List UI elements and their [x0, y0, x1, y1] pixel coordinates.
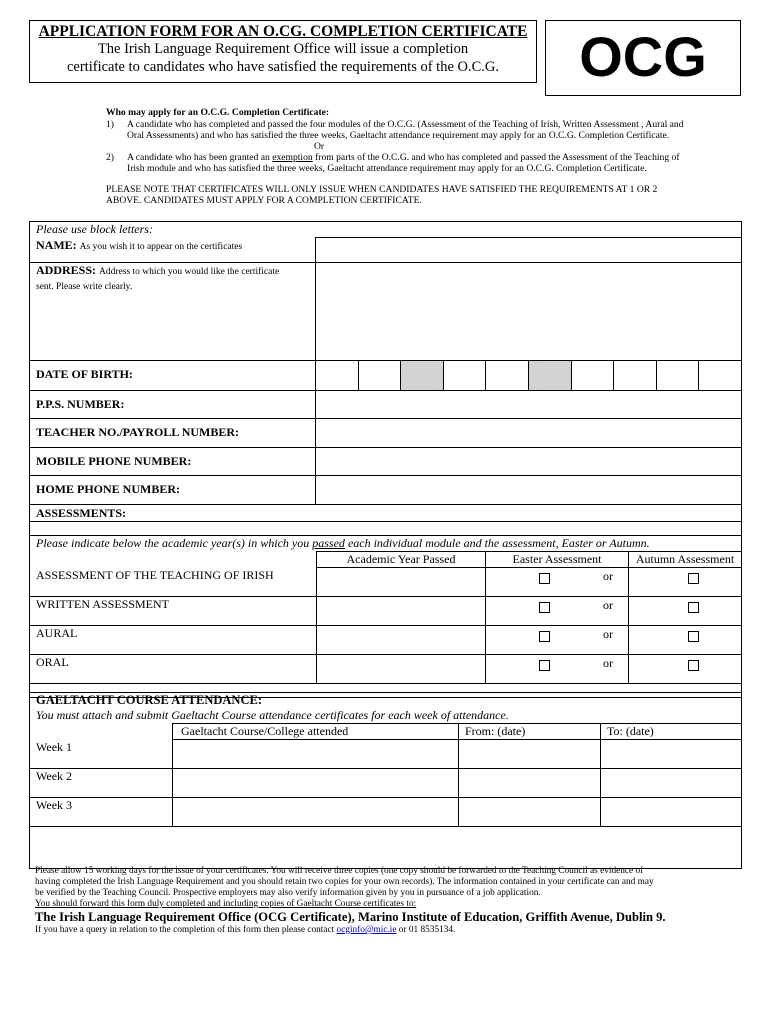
eligibility-item-2-number: 2): [106, 152, 114, 163]
eligibility-or: Or: [314, 141, 325, 152]
home-phone-field[interactable]: [316, 476, 742, 505]
footer-query: [35, 925, 455, 936]
address-field[interactable]: [316, 263, 742, 361]
module-4-name: ORAL: [30, 655, 317, 684]
module-3-or: or: [603, 627, 613, 641]
footer-line-4: You should forward this form duly completed and including copies of Gaeltacht Course certificates to:: [35, 899, 417, 909]
name-hint: As you wish it to appear on the certificates: [79, 241, 243, 252]
module-1-easter-cell: [486, 568, 629, 597]
header-title-box: [29, 20, 537, 83]
module-1-autumn-cell: [629, 568, 742, 597]
instruction-text-a: Please indicate below the academic year(s) in which you: [36, 536, 313, 550]
assessment-instruction: [30, 536, 742, 552]
week-2-label: Week 2: [30, 769, 173, 798]
eligibility-heading: Who may apply for an O.C.G. Completion Certificate:: [106, 107, 330, 118]
eligibility-item-2-line-2: Irish module and who has satisfied the three weeks, Gaeltacht attendance requirement may apply for an O.C.G. Completion Certificate.: [127, 163, 647, 174]
note-line-1: PLEASE NOTE THAT CERTIFICATES WILL ONLY ISSUE WHEN CANDIDATES HAVE SATISFIED THE REQUIREMENTS AT 1 OR 2: [106, 184, 658, 195]
module-3-easter-checkbox[interactable]: [539, 631, 550, 642]
week-2-course-field[interactable]: [173, 769, 459, 798]
week-1-from-field[interactable]: [459, 740, 601, 769]
week-1-label: Week 1: [30, 740, 173, 769]
week-3-to-field[interactable]: [601, 798, 742, 827]
module-1-name: ASSESSMENT OF THE TEACHING OF IRISH: [30, 568, 317, 597]
module-1-easter-checkbox[interactable]: [539, 573, 550, 584]
footer-line-1: Please allow 15 working days for the issue of your certificates. You will receive three copies (one copy should be forwarded to the Teaching Council as evidence of: [35, 866, 644, 876]
col-to-date: To: (date): [601, 724, 742, 740]
item-2-text-a: A candidate who has been granted an: [127, 152, 273, 163]
week-3-course-field[interactable]: [173, 798, 459, 827]
gaeltacht-header-empty: [30, 724, 173, 740]
query-text-a: If you have a query in relation to the completion of this form then please contact: [35, 925, 337, 935]
col-easter-assessment: Easter Assessment: [486, 552, 629, 568]
dob-digit-7[interactable]: [656, 361, 699, 391]
module-4-easter-checkbox[interactable]: [539, 660, 550, 671]
eligibility-item-1-line-1: A candidate who has completed and passed the four modules of the O.C.G. (Assessment of the Teaching of Irish, Written Assessment , Aural and: [127, 119, 684, 130]
home-phone-label: HOME PHONE NUMBER:: [30, 476, 316, 505]
footer-line-2: having completed the Irish Language Requirement and you should retain two copies for your own records). The information contained in your certificate can and may: [35, 877, 654, 887]
col-academic-year: Academic Year Passed: [317, 552, 486, 568]
module-1-autumn-checkbox[interactable]: [688, 573, 699, 584]
form-title: APPLICATION FORM FOR AN O.CG. COMPLETION CERTIFICATE: [38, 23, 528, 40]
assessments-spacer: [30, 522, 742, 536]
dob-digit-2[interactable]: [358, 361, 401, 391]
exemption-word: exemption: [272, 152, 313, 163]
block-letters-note: Please use block letters:: [30, 222, 742, 238]
footer-line-3: be verified by the Teaching Council. Prospective employers may also verify information given by you in pursuance of a job application.: [35, 888, 541, 898]
dob-digit-8[interactable]: [699, 361, 742, 391]
assessments-table: [29, 535, 742, 698]
eligibility-item-1-number: 1): [106, 119, 114, 130]
module-4-year-field[interactable]: [317, 655, 486, 684]
name-label-cell: [30, 238, 316, 263]
application-form-table: [29, 221, 742, 536]
ocg-logo: OCG: [579, 25, 707, 88]
module-4-autumn-checkbox[interactable]: [688, 660, 699, 671]
dob-separator-2: [528, 361, 571, 391]
module-3-easter-cell: [486, 626, 629, 655]
name-field[interactable]: [316, 238, 742, 263]
address-hint-2: sent. Please write clearly.: [36, 282, 133, 292]
module-2-easter-checkbox[interactable]: [539, 602, 550, 613]
dob-digit-1[interactable]: [316, 361, 359, 391]
col-course-college: Gaeltacht Course/College attended: [173, 724, 459, 740]
gaeltacht-heading: GAELTACHT COURSE ATTENDANCE:: [30, 693, 742, 709]
teacher-number-field[interactable]: [316, 419, 742, 448]
module-1-year-field[interactable]: [317, 568, 486, 597]
gaeltacht-instruction: You must attach and submit Gaeltacht Course attendance certificates for each week of attendance.: [30, 708, 742, 724]
pps-label: P.P.S. NUMBER:: [30, 391, 316, 419]
dob-separator-1: [401, 361, 444, 391]
pps-field[interactable]: [316, 391, 742, 419]
module-4-autumn-cell: [629, 655, 742, 684]
dob-digit-5[interactable]: [571, 361, 614, 391]
module-4-or: or: [603, 656, 613, 670]
address-hint-1: Address to which you would like the certificate: [99, 267, 280, 277]
week-1-course-field[interactable]: [173, 740, 459, 769]
module-1-or: or: [603, 569, 613, 583]
mobile-phone-label: MOBILE PHONE NUMBER:: [30, 448, 316, 476]
dob-digit-4[interactable]: [486, 361, 529, 391]
module-2-autumn-checkbox[interactable]: [688, 602, 699, 613]
address-label-cell: [30, 263, 316, 361]
module-3-autumn-checkbox[interactable]: [688, 631, 699, 642]
note-line-2: ABOVE. CANDIDATES MUST APPLY FOR A COMPLETION CERTIFICATE.: [106, 195, 422, 206]
office-address: The Irish Language Requirement Office (OCG Certificate), Marino Institute of Education, Griffith Avenue, Dublin 9.: [35, 910, 666, 924]
assessments-heading: ASSESSMENTS:: [30, 505, 742, 522]
col-autumn-assessment: Autumn Assessment: [629, 552, 742, 568]
gaeltacht-bottom-spacer: [30, 827, 742, 869]
ocg-logo-box: [545, 20, 741, 96]
email-link[interactable]: ocginfo@mic.ie: [336, 925, 397, 935]
header-empty: [30, 552, 317, 568]
dob-label: DATE OF BIRTH:: [30, 361, 316, 391]
header-subtitle-line-2: certificate to candidates who have satisfied the requirements of the O.C.G.: [66, 59, 500, 75]
week-2-to-field[interactable]: [601, 769, 742, 798]
module-2-autumn-cell: [629, 597, 742, 626]
gaeltacht-table: [29, 692, 742, 869]
week-1-to-field[interactable]: [601, 740, 742, 769]
eligibility-item-1-line-2: Oral Assessments) and who has satisfied the three weeks, Gaeltacht attendance requirement may apply for an O.C.G. Completion Certificate.: [127, 130, 670, 141]
module-3-year-field[interactable]: [317, 626, 486, 655]
week-3-from-field[interactable]: [459, 798, 601, 827]
instruction-passed: passed: [312, 536, 345, 550]
query-text-b: or 01 8535134.: [396, 925, 456, 935]
module-3-name: AURAL: [30, 626, 317, 655]
name-label: NAME:: [36, 237, 77, 252]
module-2-year-field[interactable]: [317, 597, 486, 626]
week-2-from-field[interactable]: [459, 769, 601, 798]
module-4-easter-cell: [486, 655, 629, 684]
instruction-text-b: each individual module and the assessment, Easter or Autumn.: [344, 536, 650, 550]
teacher-number-label: TEACHER NO./PAYROLL NUMBER:: [30, 419, 316, 448]
module-2-easter-cell: [486, 597, 629, 626]
week-3-label: Week 3: [30, 798, 173, 827]
dob-digit-6[interactable]: [614, 361, 657, 391]
module-2-or: or: [603, 598, 613, 612]
module-2-name: WRITTEN ASSESSMENT: [30, 597, 317, 626]
header-subtitle-line-1: The Irish Language Requirement Office will issue a completion: [97, 41, 469, 57]
address-label: ADDRESS:: [36, 263, 97, 277]
eligibility-item-2-line-1: [127, 152, 680, 164]
item-2-text-b: from parts of the O.C.G. and who has completed and passed the Assessment of the Teaching of: [312, 152, 680, 163]
mobile-phone-field[interactable]: [316, 448, 742, 476]
module-3-autumn-cell: [629, 626, 742, 655]
col-from-date: From: (date): [459, 724, 601, 740]
dob-digit-3[interactable]: [443, 361, 486, 391]
